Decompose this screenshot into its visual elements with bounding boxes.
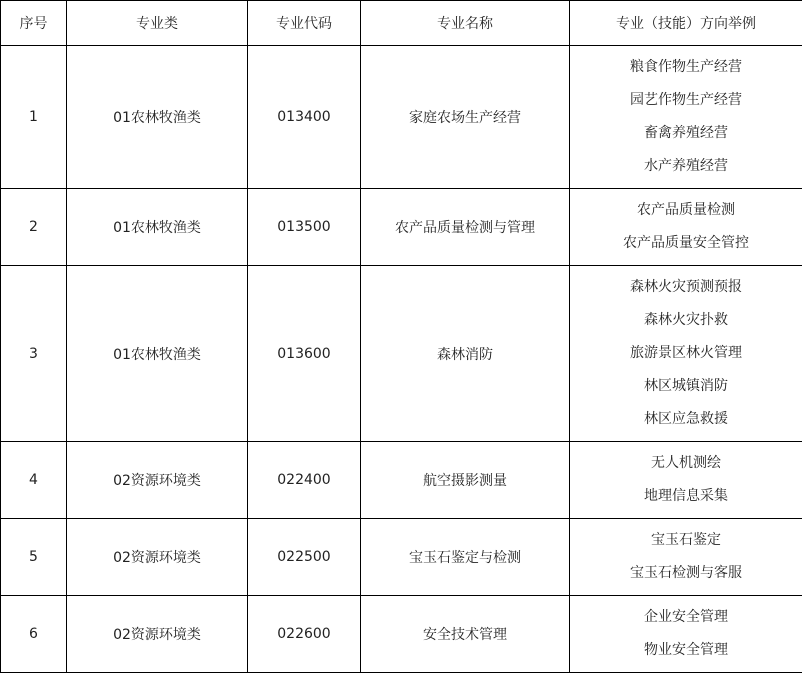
direction-item: 农产品质量安全管控 [623, 235, 749, 251]
cell-category: 01农林牧渔类 [67, 266, 248, 442]
direction-item: 森林火灾预测预报 [630, 279, 742, 295]
cell-name: 安全技术管理 [361, 596, 570, 673]
cell-code: 013400 [248, 46, 361, 189]
direction-item: 无人机测绘 [651, 455, 721, 471]
cell-category: 02资源环境类 [67, 442, 248, 519]
cell-code: 013600 [248, 266, 361, 442]
direction-item: 水产养殖经营 [644, 158, 728, 174]
cell-directions [570, 189, 802, 266]
direction-item: 畜禽养殖经营 [644, 125, 728, 141]
direction-item: 企业安全管理 [644, 609, 728, 625]
cell-no: 2 [1, 189, 67, 266]
table-row [1, 442, 802, 519]
cell-name: 家庭农场生产经营 [361, 46, 570, 189]
header-row [1, 1, 802, 46]
cell-no: 4 [1, 442, 67, 519]
cell-no: 1 [1, 46, 67, 189]
direction-item: 林区应急救援 [644, 411, 728, 427]
direction-item: 宝玉石鉴定 [651, 532, 721, 548]
cell-category: 01农林牧渔类 [67, 189, 248, 266]
cell-category: 02资源环境类 [67, 596, 248, 673]
cell-directions [570, 442, 802, 519]
table-row [1, 189, 802, 266]
cell-no: 6 [1, 596, 67, 673]
table-row [1, 266, 802, 442]
cell-name: 航空摄影测量 [361, 442, 570, 519]
cell-directions [570, 46, 802, 189]
cell-no: 3 [1, 266, 67, 442]
direction-item: 园艺作物生产经营 [630, 92, 742, 108]
cell-name: 森林消防 [361, 266, 570, 442]
cell-code: 013500 [248, 189, 361, 266]
header-directions: 专业（技能）方向举例 [570, 1, 802, 46]
direction-item: 物业安全管理 [644, 642, 728, 658]
cell-category: 02资源环境类 [67, 519, 248, 596]
cell-directions [570, 519, 802, 596]
header-code: 专业代码 [248, 1, 361, 46]
header-category: 专业类 [67, 1, 248, 46]
direction-item: 农产品质量检测 [637, 202, 735, 218]
direction-item: 地理信息采集 [644, 488, 728, 504]
cell-category: 01农林牧渔类 [67, 46, 248, 189]
direction-item: 粮食作物生产经营 [630, 59, 742, 75]
cell-directions [570, 596, 802, 673]
table-row [1, 596, 802, 673]
table-row [1, 519, 802, 596]
direction-item: 林区城镇消防 [644, 378, 728, 394]
cell-no: 5 [1, 519, 67, 596]
header-no: 序号 [1, 1, 67, 46]
header-name: 专业名称 [361, 1, 570, 46]
direction-item: 旅游景区林火管理 [630, 345, 742, 361]
cell-code: 022500 [248, 519, 361, 596]
cell-directions [570, 266, 802, 442]
cell-code: 022600 [248, 596, 361, 673]
table-row [1, 46, 802, 189]
cell-name: 农产品质量检测与管理 [361, 189, 570, 266]
direction-item: 森林火灾扑救 [644, 312, 728, 328]
cell-name: 宝玉石鉴定与检测 [361, 519, 570, 596]
cell-code: 022400 [248, 442, 361, 519]
direction-item: 宝玉石检测与客服 [630, 565, 742, 581]
